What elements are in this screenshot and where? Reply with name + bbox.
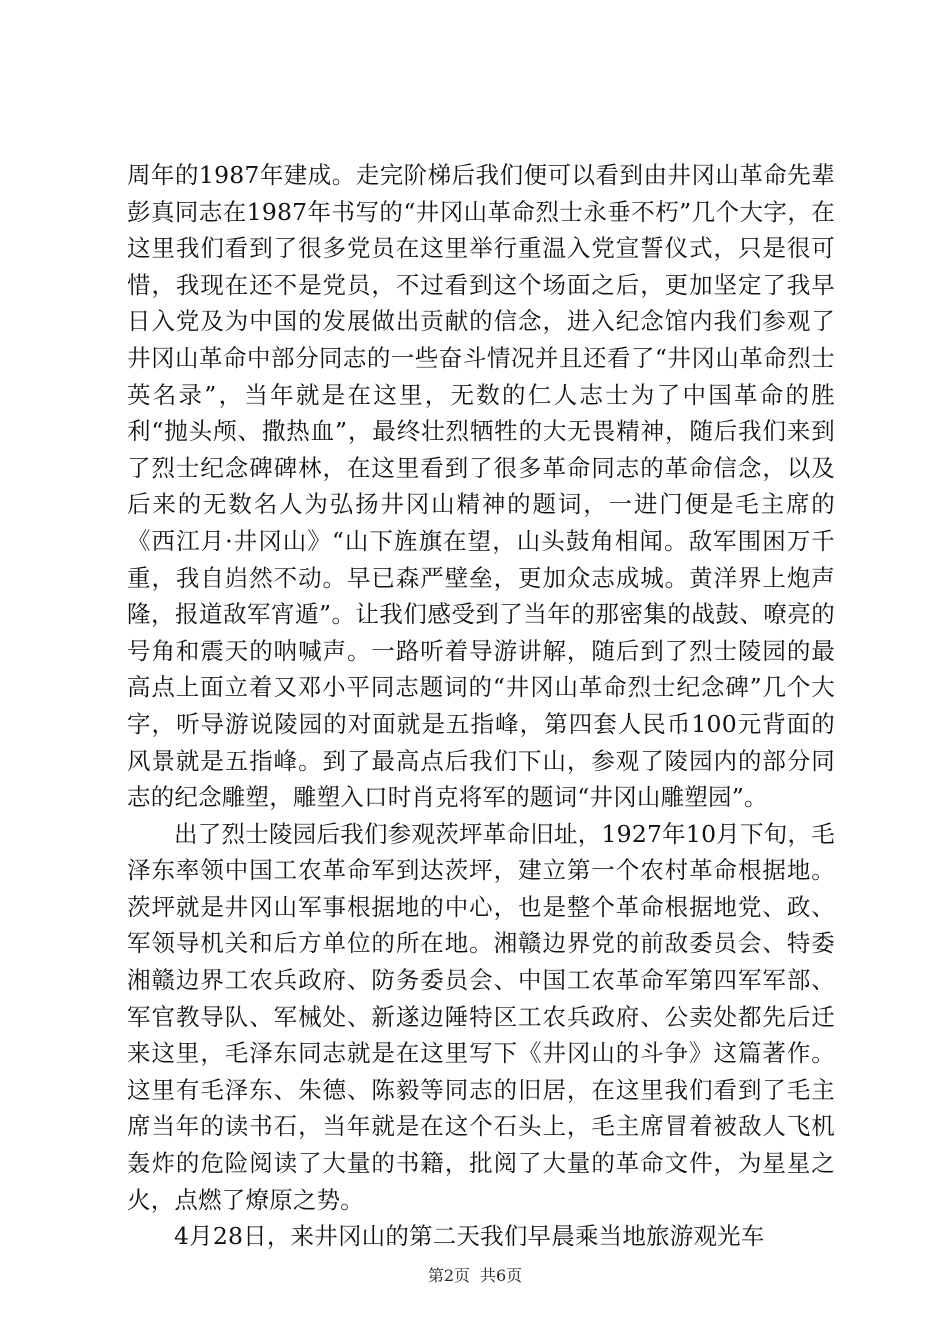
page-total: 共6页 <box>480 1266 523 1285</box>
document-body <box>127 157 835 1255</box>
paragraph-1: 周年的1987年建成。走完阶梯后我们便可以看到由井冈山革命先辈彭真同志在1987年书写的“井冈山革命烈士永垂不朽”几个大字，在这里我们看到了很多党员在这里举行重温入党宣誓仪式，只是很可惜，我现在还不是党员，不过看到这个场面之后，更加坚定了我早日入党及为中国的发展做出贡献的信念，进入纪念馆内我们参观了井冈山革命中部分同志的一些奋斗情况并且还看了“井冈山革命烈士英名录”，当年就是在这里，无数的仁人志士为了中国革命的胜利“抛头颅、撒热血”，最终壮烈牺牲的大无畏精神，随后我们来到了烈士纪念碑碑林，在这里看到了很多革命同志的革命信念，以及后来的无数名人为弘扬井冈山精神的题词，一进门便是毛主席的《西江月·井冈山》“山下旌旗在望，山头鼓角相闻。敌军围困万千重，我自岿然不动。早已森严壁垒，更加众志成城。黄洋界上炮声隆，报道敌军宵遁”。让我们感受到了当年的那密集的战鼓、嘹亮的号角和震天的呐喊声。一路听着导游讲解，随后到了烈士陵园的最高点上面立着又邓小平同志题词的“井冈山革命烈士纪念碑”几个大字，听导游说陵园的对面就是五指峰，第四套人民币100元背面的风景就是五指峰。到了最高点后我们下山，参观了陵园内的部分同志的纪念雕塑，雕塑入口时肖克将军的题词“井冈山雕塑园”。 <box>127 161 835 812</box>
paragraph-2: 出了烈士陵园后我们参观茨坪革命旧址，1927年10月下旬，毛泽东率领中国工农革命军到达茨坪，建立第一个农村革命根据地。茨坪就是井冈山军事根据地的中心，也是整个革命根据地党、政、军领导机关和后方单位的所在地。湘赣边界党的前敌委员会、特委湘赣边界工农兵政府、防务委员会、中国工农革命军第四军军部、军官教导队、军械处、新遂边陲特区工农兵政府、公卖处都先后迁来这里，毛泽东同志就是在这里写下《井冈山的斗争》这篇著作。这里有毛泽东、朱德、陈毅等同志的旧居，在这里我们看到了毛主席当年的读书石，当年就是在这个石头上，毛主席冒着被敌人飞机轰炸的危险阅读了大量的书籍，批阅了大量的革命文件，为星星之火，点燃了燎原之势。 <box>127 819 835 1214</box>
paragraph-3: 4月28日，来井冈山的第二天我们早晨乘当地旅游观光车 <box>174 1222 765 1251</box>
page-footer <box>0 1266 950 1286</box>
page-number: 第2页 <box>427 1266 470 1285</box>
